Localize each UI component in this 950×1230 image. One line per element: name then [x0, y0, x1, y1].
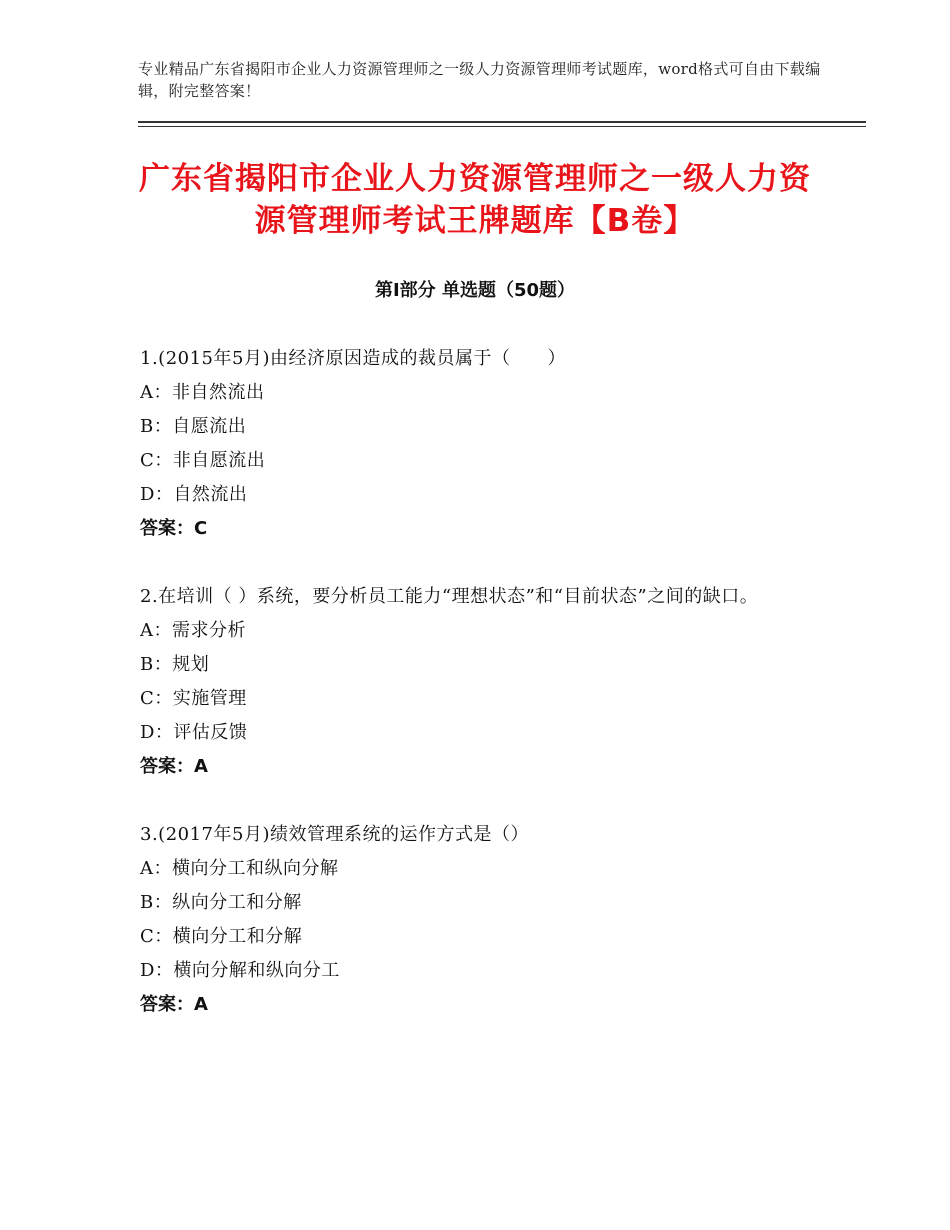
question-3 — [140, 818, 820, 1022]
question-2 — [140, 580, 820, 784]
answer: 答案：A — [140, 994, 208, 1015]
header-divider-thin — [138, 126, 866, 127]
answer: 答案：A — [140, 756, 208, 777]
question-stem: 1.(2015年5月)由经济原因造成的裁员属于（ ） — [140, 348, 566, 369]
option-d: D：横向分解和纵向分工 — [140, 960, 340, 981]
option-b: B：自愿流出 — [140, 416, 247, 437]
question-stem: 3.(2017年5月)绩效管理系统的运作方式是（） — [140, 824, 529, 845]
option-b: B：纵向分工和分解 — [140, 892, 302, 913]
option-c: C：横向分工和分解 — [140, 926, 303, 947]
document-title: 广东省揭阳市企业人力资源管理师之一级人力资源管理师考试王牌题库【B卷】 — [139, 161, 811, 239]
option-c: C：非自愿流出 — [140, 450, 266, 471]
option-a: A：非自然流出 — [140, 382, 265, 403]
header-divider — [138, 121, 866, 123]
question-1 — [140, 342, 820, 546]
option-a: A：需求分析 — [140, 620, 246, 641]
answer: 答案：C — [140, 518, 208, 539]
option-b: B：规划 — [140, 654, 210, 675]
option-a: A：横向分工和纵向分解 — [140, 858, 339, 879]
option-d: D：评估反馈 — [140, 722, 248, 743]
question-stem: 2.在培训（ ）系统，要分析员工能力“理想状态”和“目前状态”之间的缺口。 — [140, 586, 759, 607]
option-c: C：实施管理 — [140, 688, 247, 709]
header-note: 专业精品广东省揭阳市企业人力资源管理师之一级人力资源管理师考试题库，word格式可自由下载编辑，附完整答案！ — [138, 60, 821, 100]
option-d: D：自然流出 — [140, 484, 248, 505]
section-title: 第Ⅰ部分 单选题（50题） — [374, 280, 575, 301]
question-list — [140, 342, 820, 1056]
